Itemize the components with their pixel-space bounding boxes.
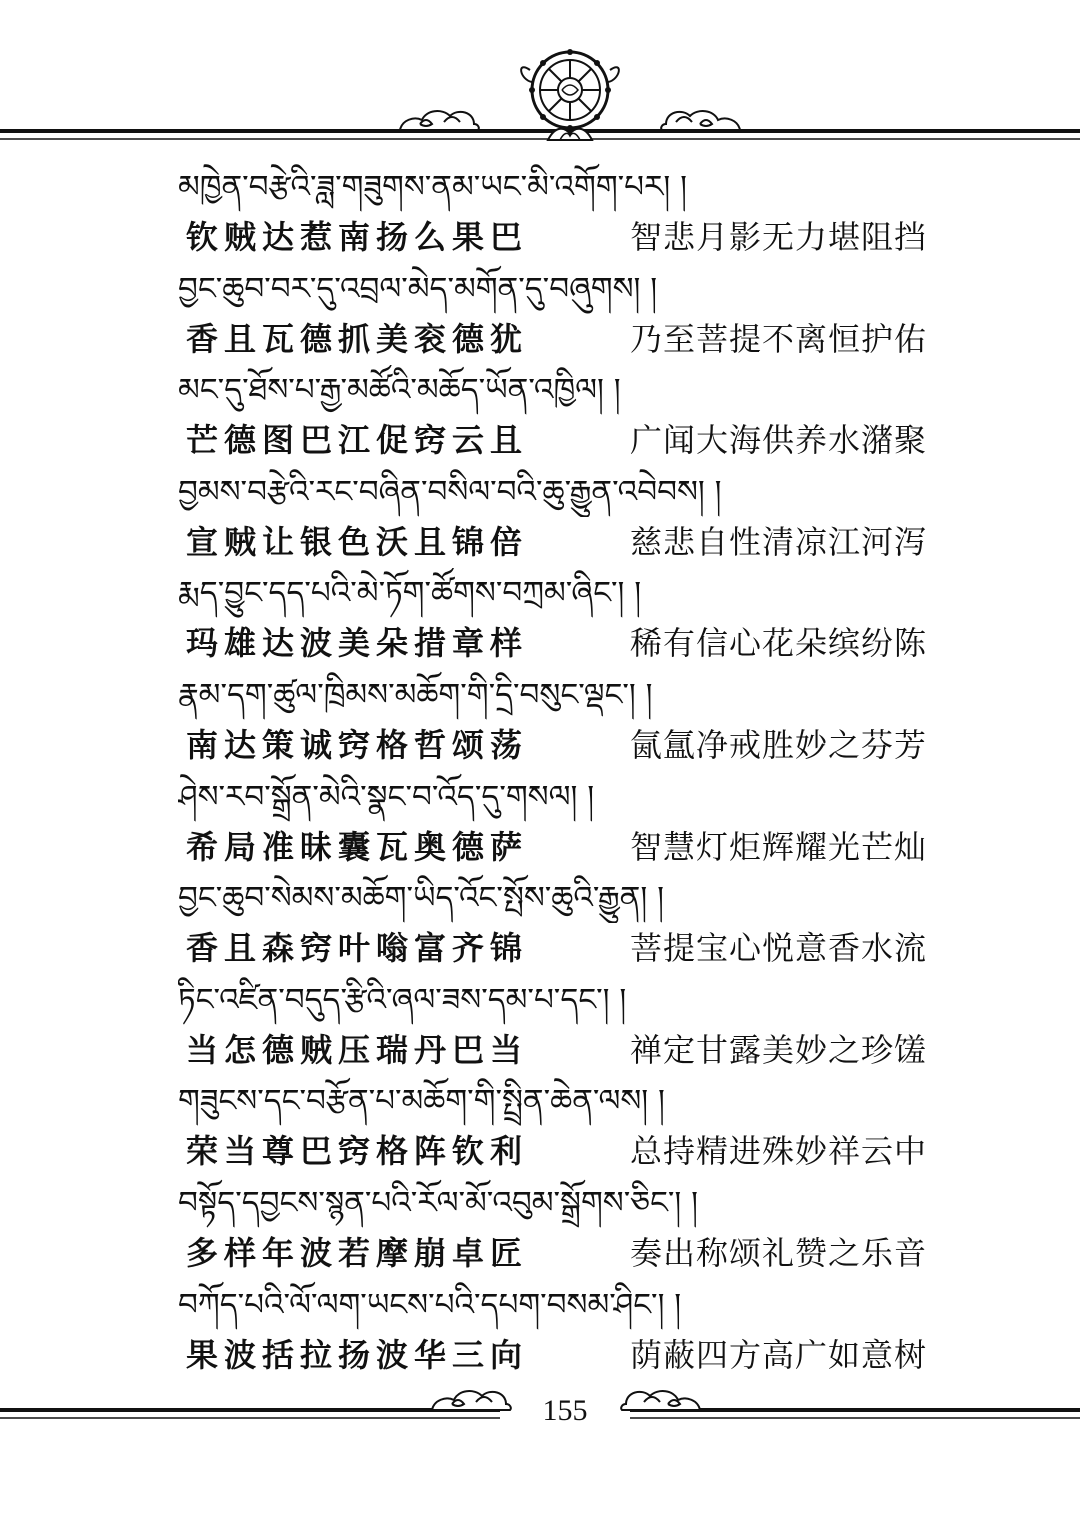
dharma-wheel-icon <box>0 0 1080 160</box>
meaning-line: 慈悲自性清凉江河泻 <box>630 522 928 561</box>
transliteration-line: 香且森窍叶嗡富齐锦 <box>186 929 529 968</box>
verse <box>0 975 1080 1077</box>
tibetan-line: བསྟོད་དབྱངས་སྙན་པའི་རོལ་མོ་འབུམ་སྒྲོགས་ཅིང་། ། <box>178 1184 698 1221</box>
verse-list <box>0 162 1080 1381</box>
verse <box>0 568 1080 670</box>
tibetan-line: བྱང་ཆུབ་བར་དུ་འབྲལ་མེད་མགོན་དུ་བཞུགས། ། <box>178 270 658 307</box>
tibetan-line: རྣམ་དག་ཚུལ་ཁྲིམས་མཆོག་གི་དྲི་བསུང་ལྡང་། ། <box>178 676 653 713</box>
verse <box>0 1178 1080 1280</box>
meaning-line: 乃至菩提不离恒护佑 <box>630 319 928 358</box>
transliteration-line: 希局准昧囊瓦奥德萨 <box>186 827 529 866</box>
transliteration-line: 当怎德贼压瑞丹巴当 <box>186 1030 529 1069</box>
verse <box>0 873 1080 975</box>
tibetan-line: བྱང་ཆུབ་སེམས་མཆོག་ཡིད་འོང་སྤོས་ཆུའི་རྒྱུན། ། <box>178 880 664 917</box>
tibetan-line: གཟུངས་དང་བརྩོན་པ་མཆོག་གི་སྤྲིན་ཆེན་ལས། ། <box>178 1083 665 1120</box>
verse <box>0 162 1080 264</box>
verse <box>0 264 1080 366</box>
transliteration-line: 宣贼让银色沃且锦倍 <box>186 522 529 561</box>
transliteration-line: 芒德图巴江促窍云且 <box>186 421 529 460</box>
verse <box>0 365 1080 467</box>
tibetan-line: ཏིང་འཛིན་བདུད་རྩིའི་ཞལ་ཟས་དམ་པ་དང་། ། <box>178 981 627 1018</box>
meaning-line: 广闻大海供养水潴聚 <box>630 421 928 460</box>
transliteration-line: 荣当尊巴窍格阵钦利 <box>186 1132 529 1171</box>
meaning-line: 禅定甘露美妙之珍馐 <box>630 1030 928 1069</box>
transliteration-line: 玛雄达波美朵措章样 <box>186 624 529 663</box>
meaning-line: 智慧灯炬辉耀光芒灿 <box>630 827 928 866</box>
transliteration-line: 香且瓦德抓美衮德犹 <box>186 319 529 358</box>
tibetan-line: རྨད་བྱུང་དད་པའི་མེ་ཏོག་ཚོགས་བཀྲམ་ཞིང་། ། <box>178 575 642 612</box>
transliteration-line: 钦贼达惹南扬么果巴 <box>186 218 529 256</box>
meaning-line: 荫蔽四方高广如意树 <box>630 1335 928 1374</box>
meaning-line: 氤氲净戒胜妙之芬芳 <box>630 725 928 764</box>
meaning-line: 总持精进殊妙祥云中 <box>630 1132 928 1171</box>
verse <box>0 1076 1080 1178</box>
meaning-line: 智悲月影无力堪阻挡 <box>630 218 928 256</box>
tibetan-line: མང་དུ་ཐོས་པ་རྒྱ་མཚོའི་མཆོད་ཡོན་འཁྱིལ། ། <box>178 372 621 409</box>
meaning-line: 菩提宝心悦意香水流 <box>630 929 928 968</box>
verse <box>0 467 1080 569</box>
tibetan-line: ཤེས་རབ་སྒྲོན་མེའི་སྣང་བ་འོད་དུ་གསལ། ། <box>178 778 595 815</box>
verse <box>0 1280 1080 1382</box>
meaning-line: 稀有信心花朵缤纷陈 <box>630 624 928 663</box>
header-ornament <box>0 0 1080 160</box>
tibetan-line: བྱམས་བརྩེའི་རང་བཞིན་བསིལ་བའི་ཆུ་རྒྱུན་འབེབས། ། <box>178 473 722 510</box>
page-number: 155 <box>542 1394 588 1427</box>
verse <box>0 772 1080 874</box>
tibetan-line: བཀོད་པའི་ལོ་ལག་ཡངས་པའི་དཔག་བསམ་ཤིང་། ། <box>178 1286 682 1323</box>
tibetan-line: མཁྱེན་བརྩེའི་ཟླ་གཟུགས་ནམ་ཡང་མི་འགོག་པར། ། <box>178 169 687 205</box>
transliteration-line: 果波括拉扬波华三向 <box>186 1335 529 1374</box>
transliteration-line: 南达策诚窍格哲颂荡 <box>186 725 529 764</box>
transliteration-line: 多样年波若摩崩卓匠 <box>186 1233 529 1272</box>
meaning-line: 奏出称颂礼赞之乐音 <box>630 1233 928 1272</box>
verse <box>0 670 1080 772</box>
